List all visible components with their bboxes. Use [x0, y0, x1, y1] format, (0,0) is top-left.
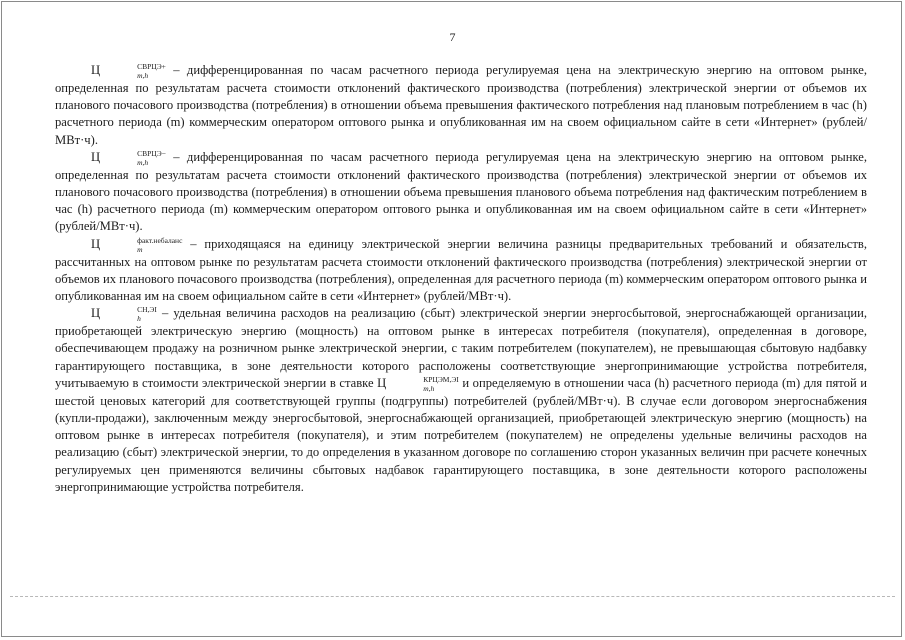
paragraph-svrce-plus	[55, 62, 867, 149]
paragraph-text: – дифференцированная по часам расчетного периода регулируемая цена на электрическую энергию на оптовом рынке, определенная по результатам расчета стоимости отклонений фактического производства (потребления) электрической энергии от объемов их планового почасового производства (потребления) в отношении объема превышения планового объема потребления над фактическим потреблением в час (h) расчетного периода (m) коммерческим оператором оптового рынка и опубликованная им на своем официальном сайте в сети «Интернет» (рублей/МВт·ч).	[55, 149, 867, 234]
inline-formula-symbol: Ц КРЦЭМ,ЭI m,h	[377, 374, 459, 393]
page-number: 7	[449, 30, 456, 44]
formula-symbol: Ц СВРЦЭ+ m,h	[91, 62, 166, 80]
formula-symbol: Ц СВРЦЭ− m,h	[91, 148, 166, 167]
paragraph-svrce-minus	[55, 149, 867, 236]
document-body	[55, 62, 867, 496]
formula-symbol: Ц факт.небаланс m	[91, 235, 183, 254]
paragraph-text-after: и определяемую в отношении часа (h) расчетного периода (m) для пятой и шестой ценовых категорий для соответствующей группы (подгруппы) потребителей (рублей/МВт·ч). В случае если договором энергоснабжения (купли-продажи), заключенным между энергосбытовой, энергоснабжающей организацией, приобретающей электрическую энергию (мощность) на оптовом рынке в интересах потребителя (покупателя), и этим потребителем (покупателем) не определены удельные величины расходов на реализацию (сбыт) электрической энергии, то до определения в указанном договоре по соглашению сторон указанных величин при расчете конечных регулируемых цен применяются величины сбытовых надбавок гарантирующего поставщика, в зоне деятельности которого расположены энергопринимающие устройства потребителя.	[55, 375, 867, 494]
paragraph-text-before: – удельная величина расходов на реализацию (сбыт) электрической энергии энергосбытовой, энергоснабжающей организации, приобретающей электрическую энергию (мощность) на оптовом рынке в интересах потребителя (покупателя), определенная в договоре, обеспечивающем продажу на розничном рынке электрической энергии, с таким потребителем (покупателем), не превышающая сбытовую надбавку гарантирующего поставщика, в зоне деятельности которого расположены соответствующие энергопринимающие устройства потребителя, учитываемую в стоимости электрической энергии в ставке	[55, 306, 867, 390]
paragraph-fact-nebalans	[55, 236, 867, 306]
paragraph-sn-ei	[55, 305, 867, 496]
footer-divider	[10, 596, 895, 598]
formula-symbol: Ц СН,ЭI h	[91, 305, 157, 324]
paragraph-text: – приходящаяся на единицу электрической энергии величина разницы предварительных требований и обязательств, рассчитанных на оптовом рынке по результатам расчета стоимости отклонений фактического производства (потребления) электрической энергии от объемов их планового почасового производства (потребления), определенная для расчетного периода (m) коммерческим оператором оптового рынка и опубликованная им на своем официальном сайте в сети «Интернет» (рублей/МВт·ч).	[55, 236, 867, 304]
paragraph-text: – дифференцированная по часам расчетного периода регулируемая цена на электрическую энергию на оптовом рынке, определенная по результатам расчета стоимости отклонений фактического производства (потребления) электрической энергии от объемов их планового почасового производства (потребления) в отношении объема превышения фактического потребления над плановым потреблением в час (h) расчетного периода (m) коммерческим оператором оптового рынка и опубликованная им на своем официальном сайте в сети «Интернет» (рублей/МВт·ч).	[55, 63, 867, 147]
